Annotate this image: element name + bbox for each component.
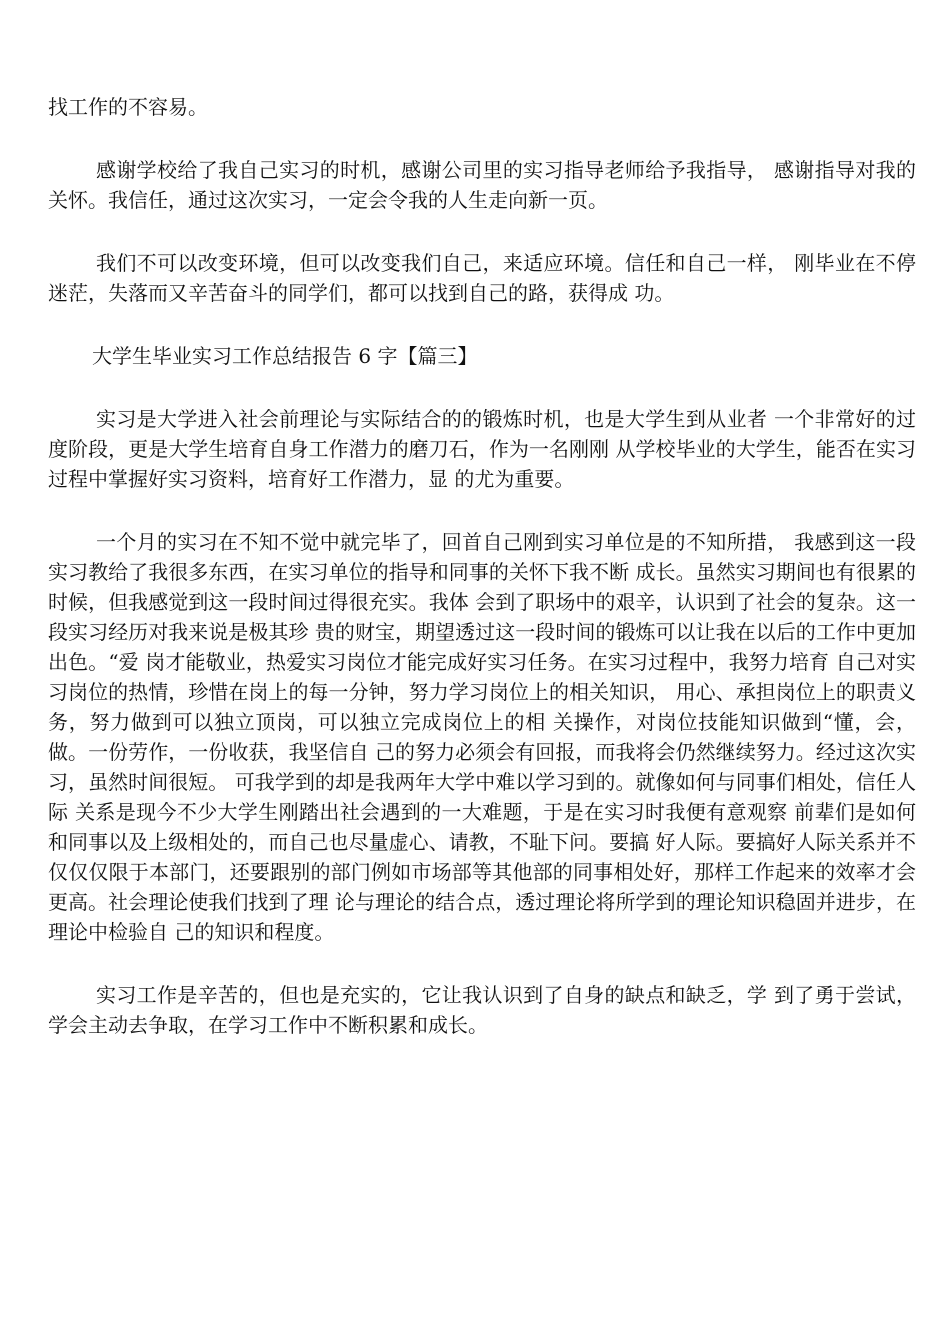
paragraph-conclusion: 实习工作是辛苦的，但也是充实的，它让我认识到了自身的缺点和缺乏，学 到了勇于尝试，学会主动去争取，在学习工作中不断积累和成长。 xyxy=(48,983,916,1037)
paragraph-internship-experience: 一个月的实习在不知不觉中就完毕了，回首自己刚到实习单位是的不知所措， 我感到这一段实习教给了我很多东西，在实习单位的指导和同事的关怀下我不断 成长。虽然实习期间也有很累的时候，但我感觉到这一段时间过得很充实。我体 会到了职场中的艰辛，认识到了社会的复杂。这一段实习经历对我来说是极其珍 贵的财宝，期望透过这一段时间的锻炼可以让我在以后的工作中更加出色。“爱 岗才能敬业，热爱实习岗位才能完成好实习任务。在实习过程中，我努力培育 自己对实习岗位的热情，珍惜在岗上的每一分钟，努力学习岗位上的相关知识， 用心、承担岗位上的职责义务，努力做到可以独立顶岗，可以独立完成岗位上的相 关操作，对岗位技能知识做到“懂，会，做。一份劳作，一份收获，我坚信自 己的努力必须会有回报，而我将会仍然继续努力。经过这次实习，虽然时间很短。 可我学到的却是我两年大学中难以学习到的。就像如何与同事们相处，信任人际 关系是现今不少大学生刚踏出社会遇到的一大难题，于是在实习时我便有意观察 前辈们是如何和同事以及上级相处的，而自己也尽量虚心、请教，不耻下问。要搞 好人际。要搞好人际关系并不仅仅仅限于本部门，还要跟别的部门例如市场部等其他部的同事相处好，那样工作起来的效率才会更高。社会理论使我们找到了理 论与理论的结合点，透过理论将所学到的理论知识稳固并进步，在理论中检验自 己的知识和程度。 xyxy=(48,530,916,944)
paragraph-thanks: 感谢学校给了我自己实习的时机，感谢公司里的实习指导老师给予我指导， 感谢指导对我的关怀。我信任，通过这次实习，一定会令我的人生走向新一页。 xyxy=(48,158,916,212)
section-heading: 大学生毕业实习工作总结报告 6 字【篇三】 xyxy=(92,344,478,368)
paragraph-internship-intro: 实习是大学进入社会前理论与实际结合的的锻炼时机，也是大学生到从业者 一个非常好的过度阶段，更是大学生培育自身工作潜力的磨刀石，作为一名刚刚 从学校毕业的大学生，能否在实习过程中掌握好实习资料，培育好工作潜力，显 的尤为重要。 xyxy=(48,407,916,491)
paragraph-continuation: 找工作的不容易。 xyxy=(48,95,208,119)
paragraph-environment: 我们不可以改变环境，但可以改变我们自己，来适应环境。信任和自己一样， 刚毕业在不停迷茫，失落而又辛苦奋斗的同学们，都可以找到自己的路，获得成 功。 xyxy=(48,251,916,305)
document-body xyxy=(48,92,916,1040)
